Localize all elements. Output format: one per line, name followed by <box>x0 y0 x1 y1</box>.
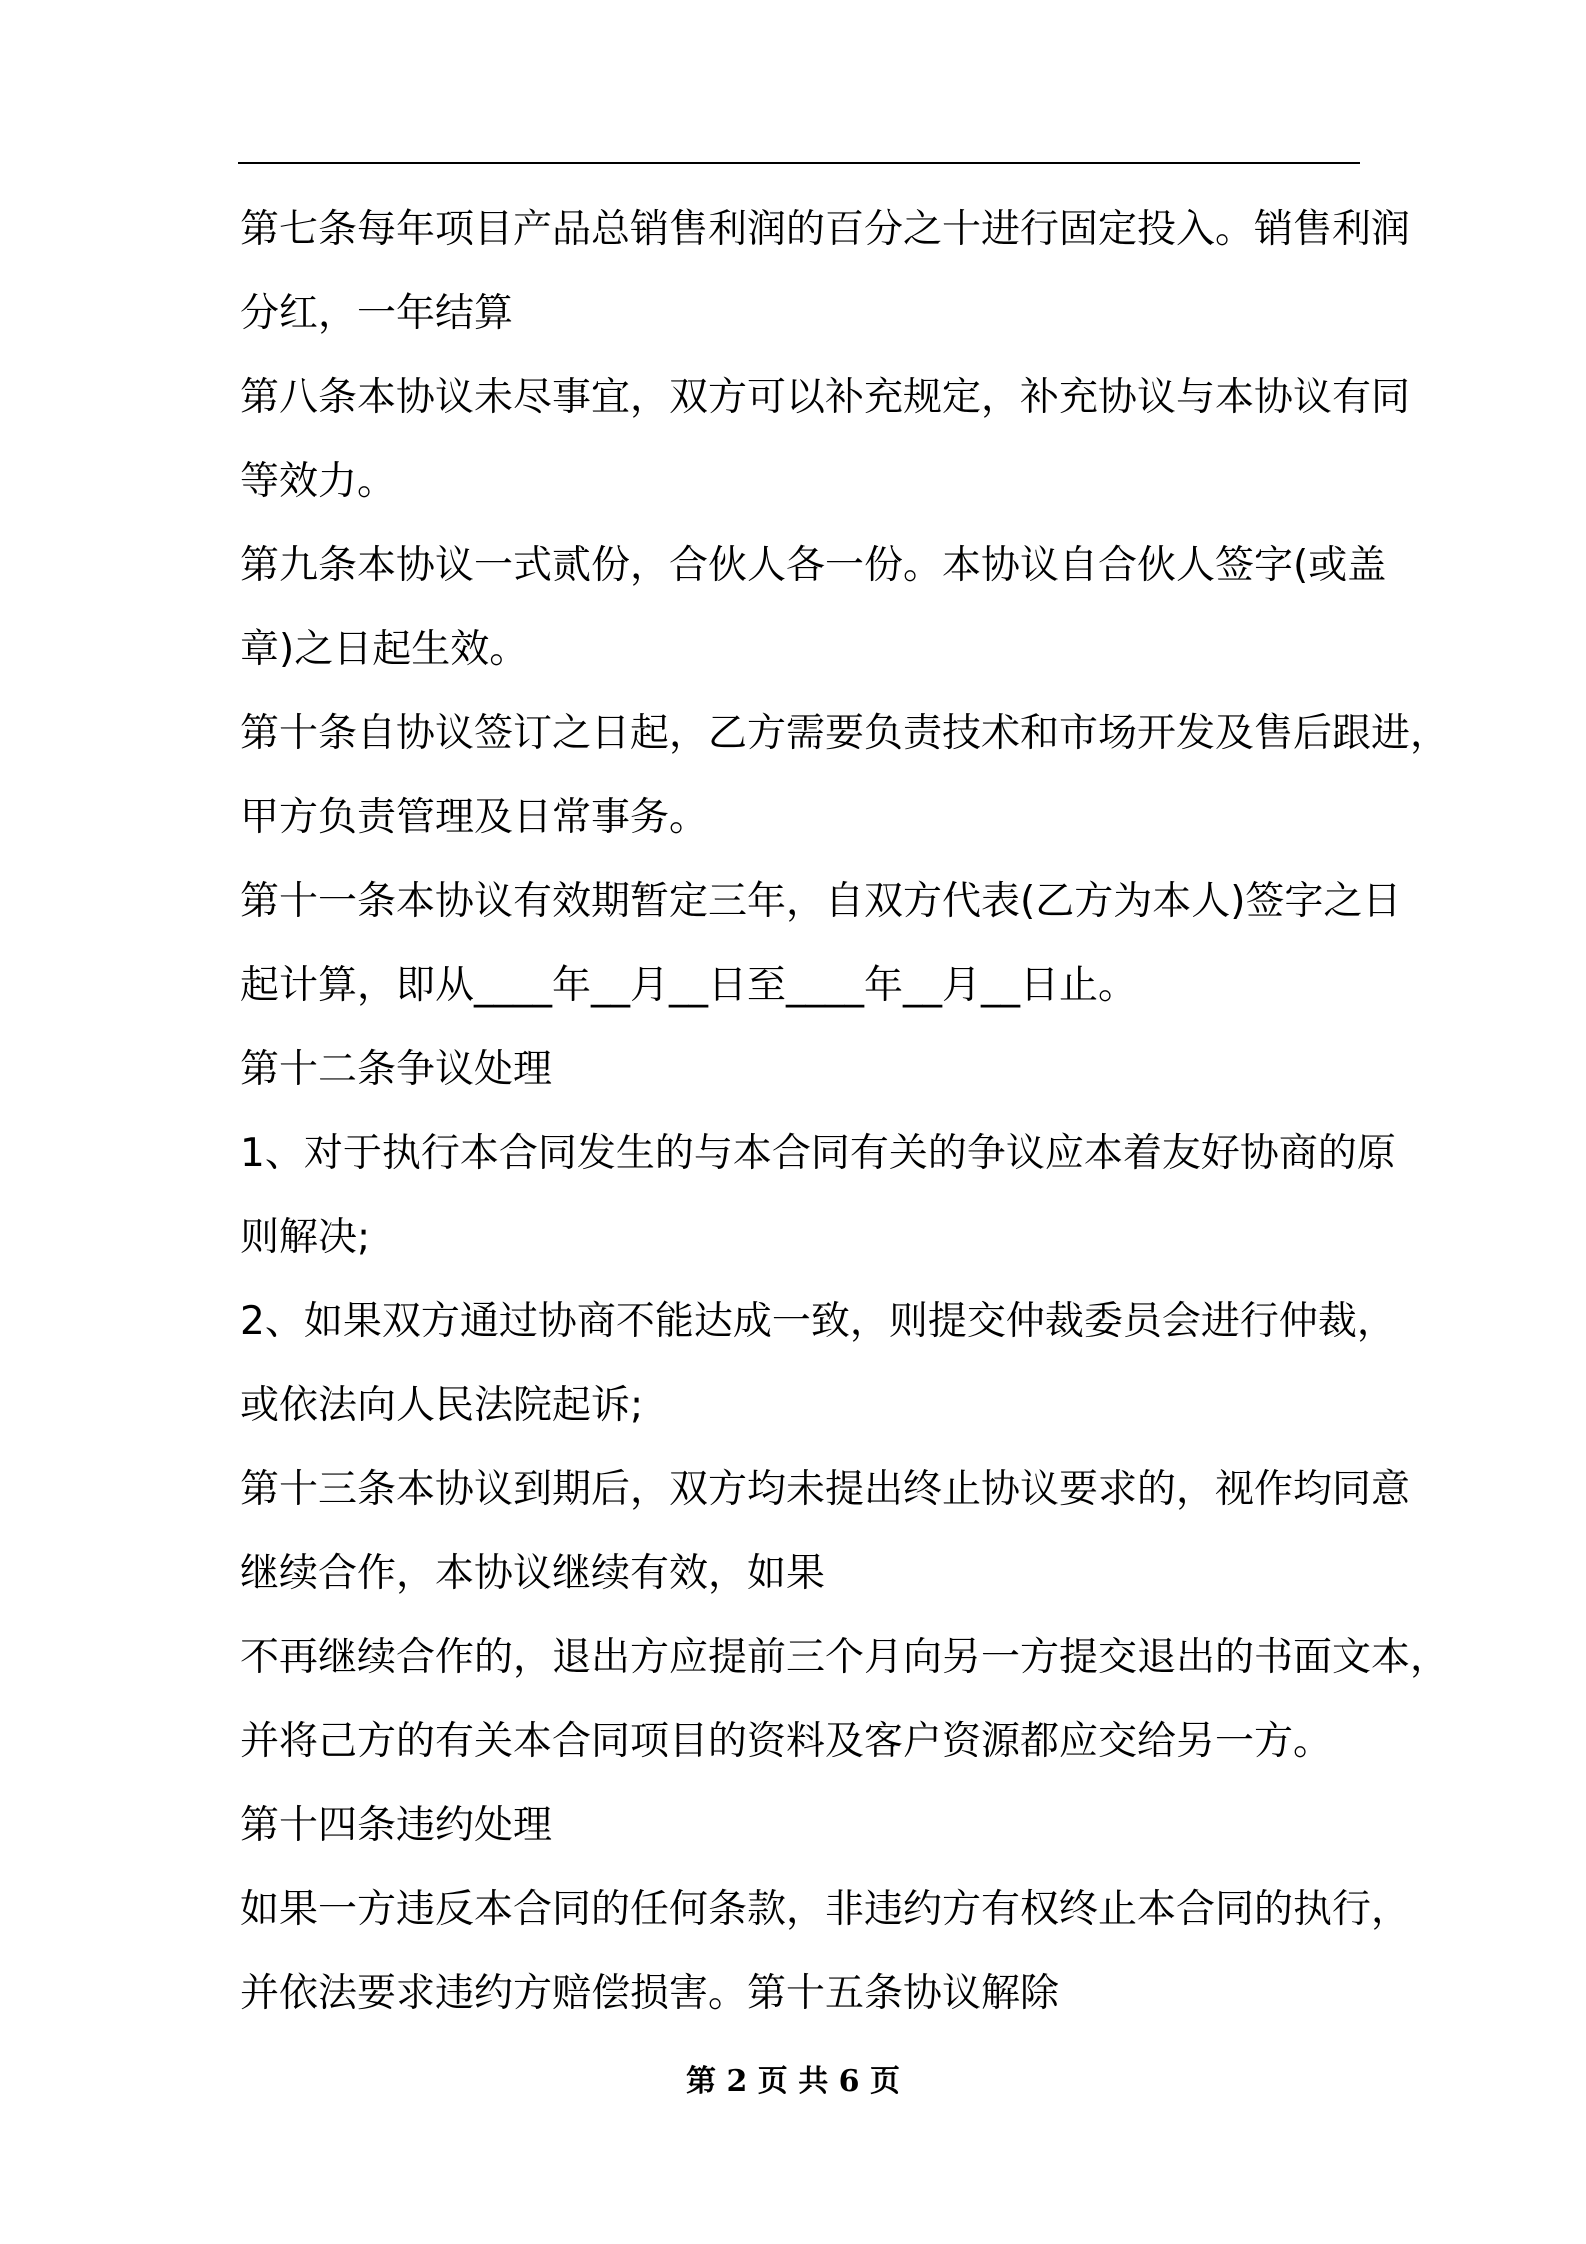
text-line: 第九条本协议一式贰份，合伙人各一份。本协议自合伙人签字(或盖 <box>240 543 1387 588</box>
text-line: 第十一条本协议有效期暂定三年，自双方代表(乙方为本人)签字之日 <box>240 879 1402 924</box>
text-line: 则解决; <box>240 1215 371 1260</box>
text-line: 1、对于执行本合同发生的与本合同有关的争议应本着友好协商的原 <box>240 1131 1396 1176</box>
text-line: 第十二条争议处理 <box>240 1047 553 1092</box>
document-body <box>240 188 1450 2036</box>
text-line: 第十四条违约处理 <box>240 1803 553 1848</box>
text-line: 第八条本协议未尽事宜，双方可以补充规定，补充协议与本协议有同 <box>240 375 1411 420</box>
text-line: 或依法向人民法院起诉; <box>240 1383 644 1428</box>
text-line: 继续合作，本协议继续有效，如果 <box>240 1551 826 1596</box>
text-line: 第七条每年项目产品总销售利润的百分之十进行固定投入。销售利润 <box>240 207 1411 252</box>
text-line: 起计算，即从____年__月__日至____年__月__日止。 <box>240 963 1138 1008</box>
text-line: 并将己方的有关本合同项目的资料及客户资源都应交给另一方。 <box>240 1719 1333 1764</box>
text-line: 甲方负责管理及日常事务。 <box>240 795 709 840</box>
text-line: 第十条自协议签订之日起，乙方需要负责技术和市场开发及售后跟进， <box>240 711 1450 756</box>
header-rule <box>238 162 1360 164</box>
text-line: 章)之日起生效。 <box>240 627 529 672</box>
text-line: 2、如果双方通过协商不能达成一致，则提交仲裁委员会进行仲裁， <box>240 1299 1396 1344</box>
text-line: 第十三条本协议到期后，双方均未提出终止协议要求的，视作均同意 <box>240 1467 1411 1512</box>
text-line: 等效力。 <box>240 459 397 504</box>
text-line: 不再继续合作的，退出方应提前三个月向另一方提交退出的书面文本， <box>240 1635 1450 1680</box>
text-line: 如果一方违反本合同的任何条款，非违约方有权终止本合同的执行， <box>240 1887 1411 1932</box>
page-number-footer: 第 2 页 共 6 页 <box>686 2064 900 2099</box>
text-line: 并依法要求违约方赔偿损害。第十五条协议解除 <box>240 1971 1060 2016</box>
text-line: 分红，一年结算 <box>240 291 514 336</box>
